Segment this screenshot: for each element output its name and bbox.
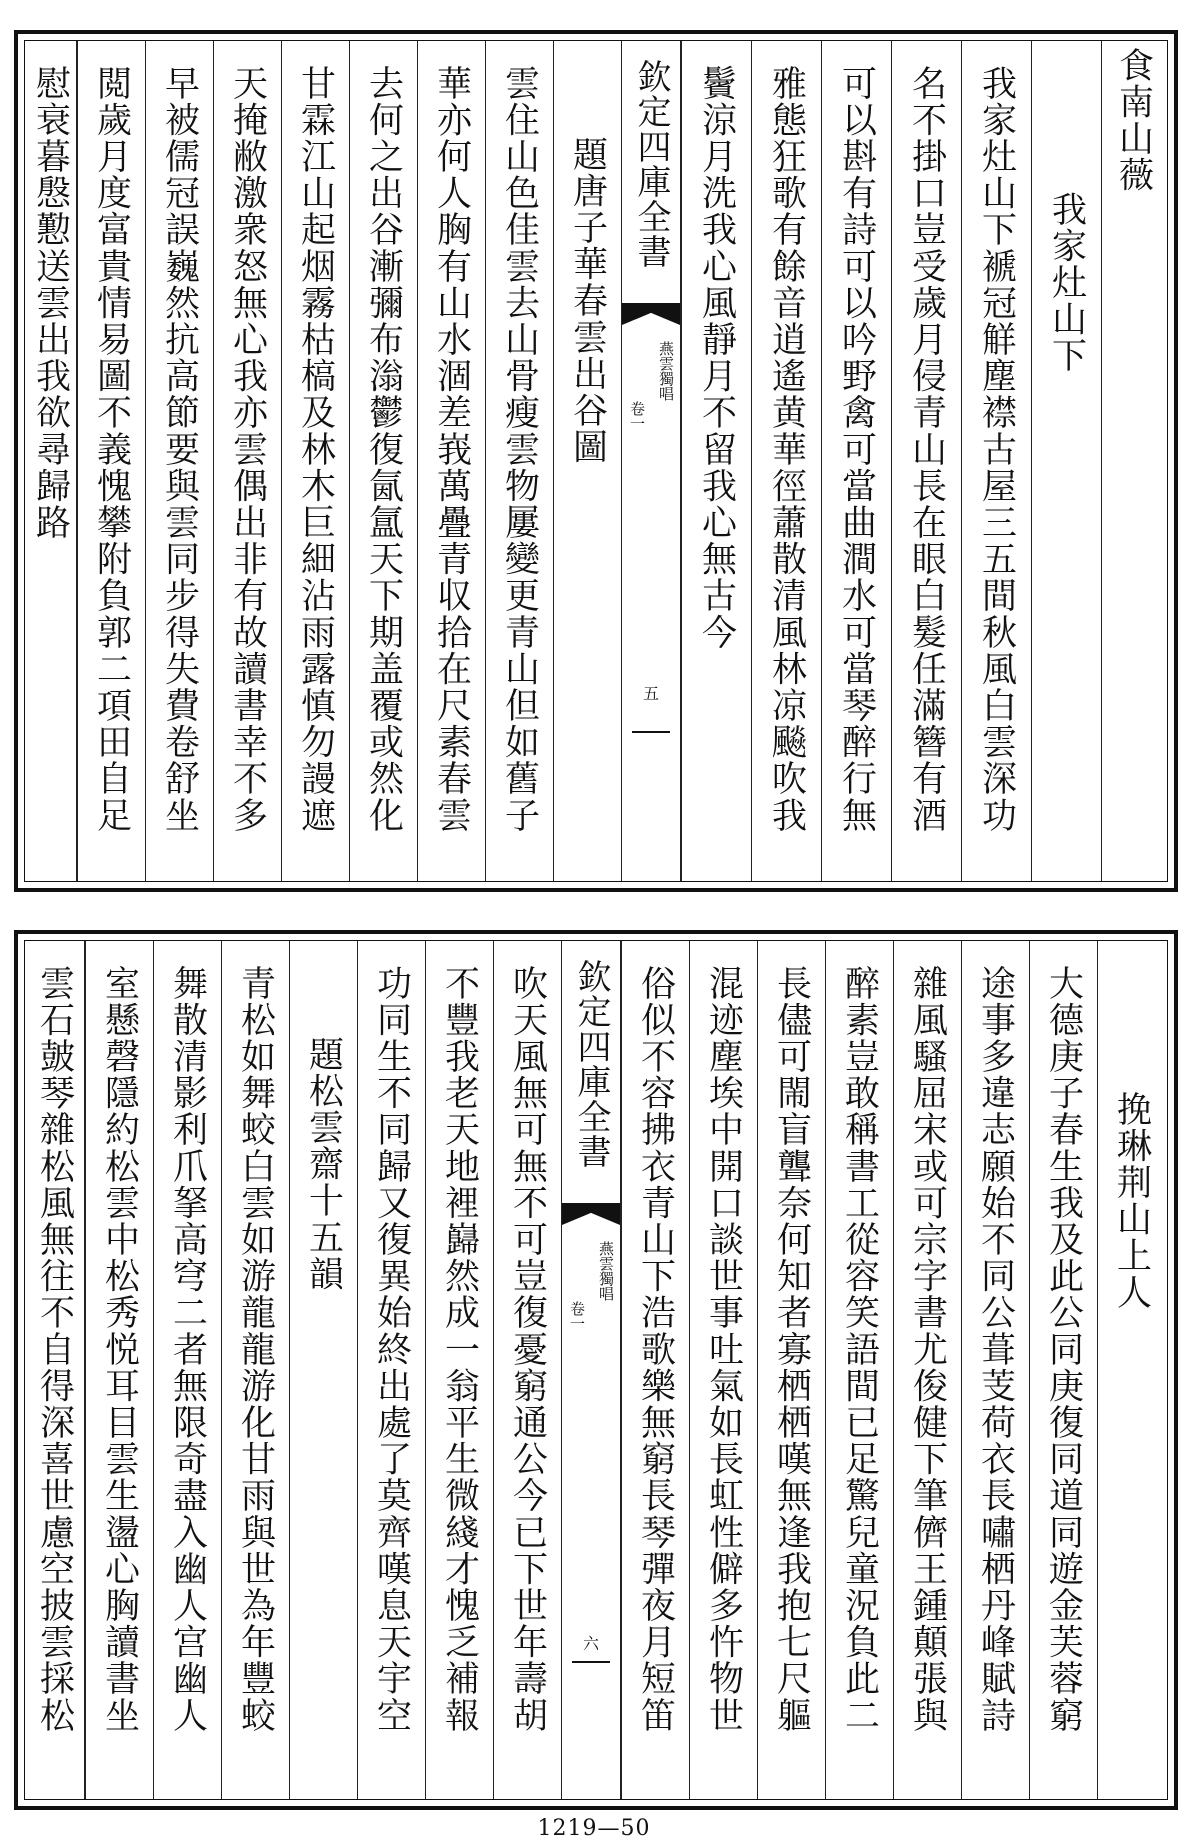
poem-line: 名不掛口豈受歲月侵青山長在眼白髮任滿簪有酒 — [906, 65, 947, 834]
text-column — [751, 41, 821, 881]
text-column — [485, 41, 553, 881]
page-number: 六 — [582, 1634, 599, 1653]
fold-rule — [572, 1661, 609, 1663]
text-column — [1029, 941, 1097, 1799]
text-column — [145, 41, 213, 881]
poem-title: 挽琳荆山上人 — [1111, 1091, 1152, 1311]
text-column — [825, 941, 893, 1799]
poem-line: 青松如舞蛟白雲如游龍龍游化甘雨與世為年豐蛟 — [235, 965, 276, 1734]
poem-line: 俗似不容拂衣青山下浩歌樂無窮長琴彈夜月短笛 — [635, 965, 676, 1734]
poem-line: 早被儒冠誤巍然抗高節要與雲同步得失費卷舒坐 — [159, 65, 200, 834]
center-fold — [621, 41, 681, 881]
section-heading: 食南山薇 — [1113, 47, 1154, 194]
text-column — [681, 41, 751, 881]
text-column — [425, 941, 493, 1799]
series-title: 欽定四庫全書 — [631, 59, 671, 269]
poem-line: 雅態狂歌有餘音逍遙黄華徑蕭散清風林凉飈吹我 — [766, 65, 807, 834]
poem-line: 舞散清影利爪拏高穹二者無限奇盡入幽人宫幽人 — [167, 965, 208, 1734]
text-column — [1097, 941, 1165, 1799]
text-column — [553, 41, 621, 881]
poem-line: 雲石皷琴雜松風無往不自得深喜世慮空披雲採松 — [34, 965, 75, 1734]
text-column — [821, 41, 891, 881]
poem-line: 甘霖江山起烟霧枯槁及林木巨細沾雨露慎勿謾遮 — [295, 65, 336, 834]
poem-line: 天掩敝激衆怒無心我亦雲偶出非有故讀書幸不多 — [227, 65, 268, 834]
fishtail-mark — [562, 1203, 620, 1225]
text-column — [153, 941, 221, 1799]
poem-line: 華亦何人胸有山水涸差峩萬疊青収拾在尺素春雲 — [431, 65, 472, 834]
poem-title: 我家灶山下 — [1046, 191, 1087, 374]
poem-line: 混迹塵埃中開口談世事吐氣如長虹性僻多忤物世 — [703, 965, 744, 1734]
fishtail-mark — [622, 303, 680, 325]
poem-line: 途事多違志願始不同公葺芰荷衣長嘯栖丹峰賦詩 — [975, 965, 1016, 1734]
text-column — [221, 941, 289, 1799]
text-column — [1101, 41, 1165, 881]
text-column — [757, 941, 825, 1799]
poem-line: 大德庚子春生我及此公同庚復同道同遊金芙蓉窮 — [1043, 965, 1084, 1734]
poem-title: 題唐子華春雲出谷圖 — [567, 136, 608, 466]
text-column — [893, 941, 961, 1799]
top-page-panel — [14, 30, 1178, 892]
poem-title: 題松雲齋十五韻 — [303, 1036, 344, 1293]
poem-line: 功同生不同歸又復異始終出處了莫齊嘆息天宇空 — [371, 965, 412, 1734]
text-column — [493, 941, 561, 1799]
text-column — [77, 41, 145, 881]
volume-label: 卷一 — [568, 1301, 586, 1331]
poem-line: 醉素豈敢稱書工從容笑語間已足驚兒童況負此二 — [839, 965, 880, 1734]
poem-line: 去何之出谷漸彌布滃鬱復氤氲天下期盖覆或然化 — [363, 65, 404, 834]
text-column — [961, 41, 1031, 881]
book-title: 燕雲獨唱 — [657, 341, 675, 401]
text-column — [213, 41, 281, 881]
text-column — [281, 41, 349, 881]
text-column — [689, 941, 757, 1799]
text-column — [349, 41, 417, 881]
poem-line: 雲住山色佳雲去山骨瘦雲物屢變更青山但如舊子 — [499, 65, 540, 834]
page-code: 1219—50 — [537, 1816, 651, 1841]
poem-line: 我家灶山下褫冠觧塵襟古屋三五間秋風白雲深功 — [976, 65, 1017, 834]
text-column — [25, 41, 77, 881]
center-fold — [561, 941, 621, 1799]
series-title: 欽定四庫全書 — [571, 959, 611, 1169]
book-title: 燕雲獨唱 — [597, 1241, 615, 1301]
text-column — [85, 941, 153, 1799]
poem-line: 可以斟有詩可以吟野禽可當曲澗水可當琴醉行無 — [836, 65, 877, 834]
fold-rule — [632, 731, 669, 733]
volume-label: 卷一 — [628, 401, 646, 431]
text-column — [961, 941, 1029, 1799]
text-column — [25, 941, 85, 1799]
text-column — [357, 941, 425, 1799]
text-column — [621, 941, 689, 1799]
bottom-page-frame — [24, 940, 1168, 1800]
poem-line: 吹天風無可無不可豈復憂窮通公今已下世年壽胡 — [507, 965, 548, 1734]
poem-line: 閲歲月度富貴情易圖不義愧攀附負郭二項田自足 — [91, 65, 132, 834]
poem-line: 不豐我老天地裡巋然成一翁平生微綫才愧乏補報 — [439, 965, 480, 1734]
poem-line: 室懸磬隱約松雲中松秀悦耳目雲生盪心胸讀書坐 — [99, 965, 140, 1734]
poem-line: 長儘可閙盲聾奈何知者寡栖栖嘆無逢我抱七尺軀 — [771, 965, 812, 1734]
page-number: 五 — [642, 684, 659, 703]
poem-line: 鬢涼月洗我心風靜月不留我心無古今 — [696, 65, 737, 651]
top-page-frame — [24, 40, 1168, 882]
bottom-page-panel — [14, 930, 1178, 1810]
poem-line: 慰衰暮慇懃送雲出我欲尋歸路 — [30, 65, 71, 541]
text-column — [891, 41, 961, 881]
text-column — [289, 941, 357, 1799]
text-column — [417, 41, 485, 881]
text-column — [1031, 41, 1101, 881]
poem-line: 雜風騷屈宋或可宗字書尤俊健下筆儕王鍾顛張與 — [907, 965, 948, 1734]
